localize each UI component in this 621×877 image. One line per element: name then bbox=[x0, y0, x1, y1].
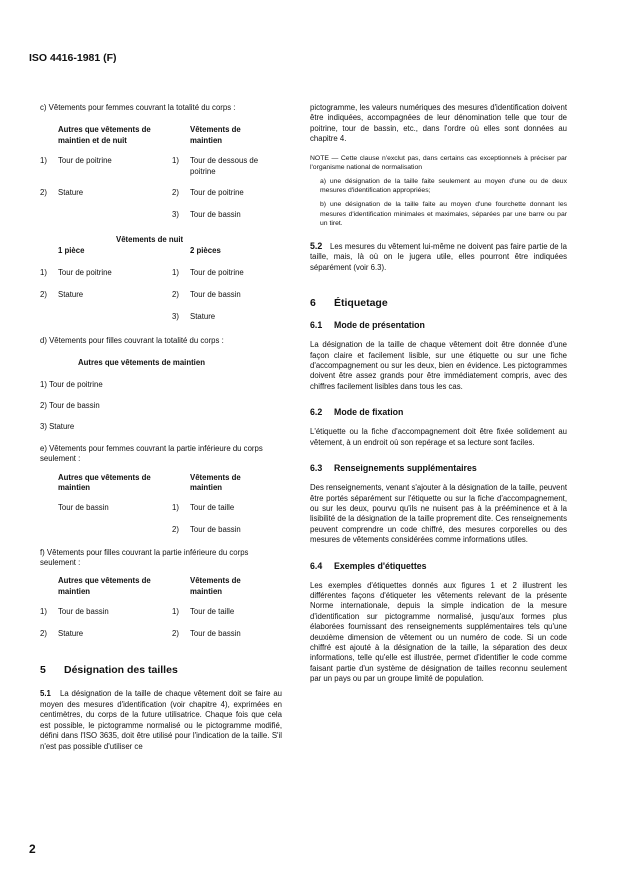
row-number: 2) bbox=[172, 524, 179, 534]
row-number: 2) bbox=[172, 188, 179, 198]
column-header: Autres que vêtements de maintien bbox=[58, 576, 151, 596]
page-number: 2 bbox=[29, 842, 36, 856]
row-label: Stature bbox=[58, 289, 84, 299]
column-header: Autres que vêtements de maintien bbox=[58, 472, 151, 493]
table-header bbox=[40, 125, 282, 147]
right-column bbox=[310, 103, 567, 685]
subsection-heading bbox=[310, 463, 567, 474]
row-number: 2) bbox=[172, 629, 179, 639]
section-number: 6.4 bbox=[310, 560, 323, 571]
table-row bbox=[40, 210, 282, 221]
table-row bbox=[40, 503, 282, 514]
list-item-c: c) Vêtements pour femmes couvrant la totalité du corps : bbox=[40, 103, 236, 112]
row-number: 1) bbox=[40, 607, 47, 617]
document-header: ISO 4416-1981 (F) bbox=[29, 52, 117, 64]
row-label: Stature bbox=[190, 311, 216, 321]
table-header bbox=[40, 246, 282, 257]
list-item-d: d) Vêtements pour filles couvrant la totalité du corps : bbox=[40, 335, 224, 345]
row-number: 1) bbox=[172, 156, 179, 166]
note-item-b: b) une désignation de la taille faite au moyen d'une fourchette donnant les mesures d'identification minimales et maximales, séparées par une barre ou par un tiret. bbox=[320, 201, 567, 227]
section-title: Étiquetage bbox=[334, 297, 388, 310]
row-label: Tour de bassin bbox=[190, 289, 241, 299]
row-label: Tour de poitrine bbox=[58, 156, 112, 166]
column-header: Autres que vêtements de maintien et de nuit bbox=[58, 125, 151, 145]
clause-text: Les mesures du vêtement lui-même ne doivent pas faire partie de la taille, mais, là où on le jugera utile, elles pourront être indiquées séparément (voir 6.3). bbox=[310, 242, 567, 272]
section-title: Exemples d'étiquettes bbox=[334, 560, 427, 571]
paragraph-5-2 bbox=[310, 241, 567, 273]
table-title: Autres que vêtements de maintien bbox=[78, 358, 205, 368]
paragraph: pictogramme, les valeurs numériques des mesures d'identification doivent être indiquées, accompagnées de leur dénomination telle que tour de poitrine, tour de bassin, etc., dans l'ordre où elles sont données au chapitre 4. bbox=[310, 103, 567, 144]
row-number: 2) bbox=[40, 289, 47, 299]
table-row bbox=[40, 629, 282, 640]
row-label: Tour de poitrine bbox=[190, 267, 244, 277]
list-item-e: e) Vêtements pour femmes couvrant la partie inférieure du corps seulement : bbox=[40, 443, 263, 464]
paragraph-5-1 bbox=[40, 689, 282, 751]
column-header: Vêtements de maintien bbox=[190, 472, 241, 493]
paragraph-6-2: L'étiquette ou la fiche d'accompagnement doit être fixée solidement au vêtement, à un endroit où son repérage et sa lecture sont faciles. bbox=[310, 427, 567, 447]
row-label: Tour de bassin bbox=[58, 502, 109, 512]
list-item: 3) Stature bbox=[40, 422, 75, 432]
table-row bbox=[40, 607, 282, 618]
column-header: 1 pièce bbox=[58, 245, 85, 255]
row-number: 1) bbox=[172, 607, 179, 617]
table-row bbox=[40, 525, 282, 536]
table-title: Vêtements de nuit bbox=[116, 235, 184, 245]
section-number: 6.1 bbox=[310, 320, 323, 331]
row-number: 2) bbox=[40, 188, 47, 198]
section-heading-5 bbox=[40, 664, 282, 677]
row-label: Stature bbox=[58, 188, 84, 198]
clause-number: 5.1 bbox=[40, 689, 51, 699]
row-number: 1) bbox=[172, 502, 179, 512]
paragraph-6-3: Des renseignements, venant s'ajouter à la désignation de la taille, peuvent être portés séparément sur l'étiquette ou sur la fiche d'accompagnement, ou sur les deux, pourvu qu'ils ne nuisent pas à la prééminence et à la lisibilité de la désignation de la taille proprement dite. Ces renseignements peuvent comprendre un code chiffré, des mesures corporelles ou des mesures de vêtements considérées comme informations utiles. bbox=[310, 483, 567, 545]
list-item: 2) Tour de bassin bbox=[40, 401, 100, 411]
column-header: Vêtements de maintien bbox=[190, 576, 241, 596]
row-label: Tour de taille bbox=[190, 607, 235, 617]
clause-number: 5.2 bbox=[310, 241, 323, 252]
row-number: 1) bbox=[172, 267, 179, 277]
list-item-f: f) Vêtements pour filles couvrant la partie inférieure du corps seulement : bbox=[40, 547, 249, 568]
note-item-a: a) une désignation de la taille faite seulement au moyen d'une ou de deux mesures d'identification appropriées; bbox=[320, 178, 567, 195]
section-number: 5 bbox=[40, 664, 46, 677]
paragraph-6-1: La désignation de la taille de chaque vêtement doit être donnée d'une façon claire et facilement lisible, sur une étiquette ou sur une fiche d'accompagnement ou sur les deux, bien en évidence. Les pictogrammes doivent être assez grands pour être immédiatement compris, avec des chiffres facilement lisibles dans tous les cas. bbox=[310, 340, 567, 391]
table-row bbox=[40, 290, 282, 301]
column-header: Vêtements de maintien bbox=[190, 125, 241, 145]
row-label: Tour de bassin bbox=[190, 629, 241, 639]
section-number: 6.2 bbox=[310, 407, 323, 418]
row-number: 3) bbox=[172, 311, 179, 321]
row-label: Tour de bassin bbox=[190, 524, 241, 534]
subsection-heading bbox=[310, 407, 567, 418]
subsection-heading bbox=[310, 561, 567, 572]
section-title: Mode de présentation bbox=[334, 320, 425, 331]
row-number: 2) bbox=[172, 289, 179, 299]
section-title: Désignation des tailles bbox=[64, 664, 178, 677]
row-label: Tour de dessous de poitrine bbox=[190, 156, 259, 176]
row-number: 3) bbox=[172, 210, 179, 220]
table-row bbox=[40, 188, 282, 199]
row-label: Tour de poitrine bbox=[58, 267, 112, 277]
table-row bbox=[40, 156, 282, 177]
row-label: Tour de bassin bbox=[190, 210, 241, 220]
paragraph-6-4: Les exemples d'étiquettes donnés aux figures 1 et 2 illustrent les différentes façons d'étiqueter les vêtements relevant de la présente Norme internationale, depuis la simple indication de la mesure d'identification sur pictogramme normalisé, jusqu'aux formes plus élaborées fournissant des renseignements supplémentaires tels qu'une deuxième dimension de vêtement ou un numéro de code. Si un code chiffré est ajouté à la désignation de la taille, la séparation des deux informations, telle qu'elle est illustrée, permet d'identifier le code comme faisant partie d'un système de désignation de tailles reconnu seulement par un pays ou par un groupe limité de population. bbox=[310, 580, 567, 684]
left-column bbox=[40, 103, 282, 752]
table-header bbox=[40, 473, 282, 494]
table-row bbox=[40, 268, 282, 279]
section-number: 6 bbox=[310, 297, 316, 310]
section-heading-6 bbox=[310, 297, 567, 310]
table-header bbox=[40, 576, 282, 597]
row-label: Tour de poitrine bbox=[190, 188, 244, 198]
section-number: 6.3 bbox=[310, 463, 323, 474]
row-label: Stature bbox=[58, 629, 84, 639]
column-header: 2 pièces bbox=[190, 245, 221, 255]
section-title: Mode de fixation bbox=[334, 407, 404, 418]
row-number: 1) bbox=[40, 267, 47, 277]
table-row bbox=[40, 312, 282, 323]
row-label: Tour de bassin bbox=[58, 607, 109, 617]
clause-text: La désignation de la taille de chaque vêtement doit se faire au moyen des mesures d'identification (voir chapitre 4), exprimées en centimètres, du corps de la future utilisatrice. Chaque fois que cela est possible, le pictogramme normalisé ou le pictogramme modifié, défini dans l'ISO 3635, doit être utilisé pour l'indication de la taille. S'il n'est pas possible d'utiliser ce bbox=[40, 689, 282, 751]
row-number: 1) bbox=[40, 156, 47, 166]
row-label: Tour de taille bbox=[190, 502, 235, 512]
subsection-heading bbox=[310, 320, 567, 331]
row-number: 2) bbox=[40, 629, 47, 639]
section-title: Renseignements supplémentaires bbox=[334, 463, 477, 474]
note: NOTE — Cette clause n'exclut pas, dans certains cas exceptionnels à préciser par l'organisme national de normalisation bbox=[310, 154, 567, 171]
list-item: 1) Tour de poitrine bbox=[40, 379, 103, 389]
